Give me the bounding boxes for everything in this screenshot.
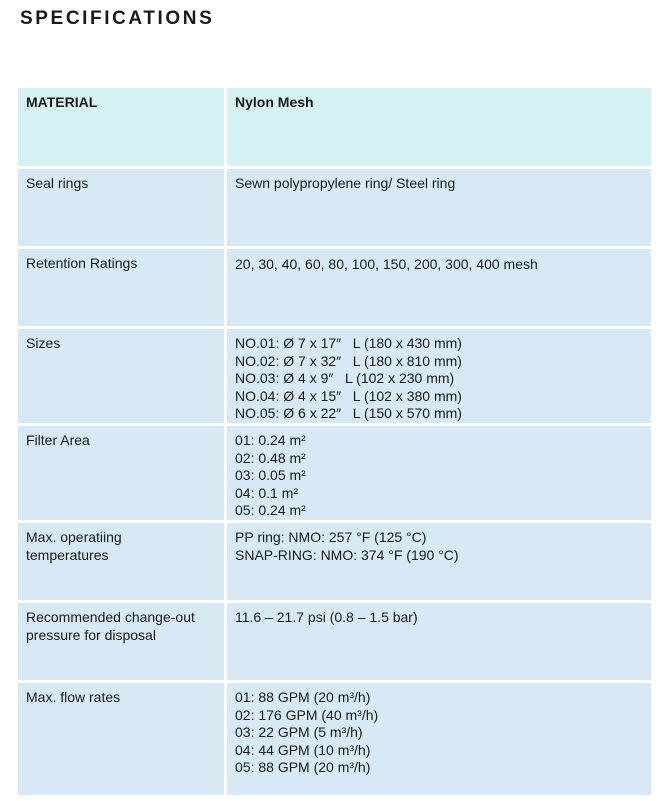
row-label: Filter Area xyxy=(18,426,224,520)
row-label: Sizes xyxy=(18,329,224,423)
label-line: pressure for disposal xyxy=(26,626,156,643)
table-row xyxy=(18,523,651,600)
value-line: PP ring: NMO: 257 °F (125 °C) xyxy=(235,529,427,545)
value-line: 05: 0.24 m² xyxy=(235,502,306,519)
row-label: Seal rings xyxy=(18,169,224,246)
value-line: 05: 88 GPM (20 m³/h) xyxy=(235,759,371,776)
value-line: 03: 22 GPM (5 m³/h) xyxy=(235,724,363,741)
row-value xyxy=(227,249,651,326)
row-value xyxy=(227,426,651,520)
value-line: 02: 0.48 m² xyxy=(235,449,306,466)
table-row xyxy=(18,683,651,795)
material-label: MATERIAL xyxy=(18,88,224,166)
value-line: 04: 0.1 m² xyxy=(235,484,299,501)
value-line: SNAP-RING: NMO: 374 °F (190 °C) xyxy=(235,546,459,563)
table-row xyxy=(18,426,651,520)
value-line: 01: 0.24 m² xyxy=(235,432,306,448)
row-value xyxy=(227,683,651,795)
label-line: Max. operatiing xyxy=(26,529,122,545)
table-row xyxy=(18,329,651,423)
row-value xyxy=(227,523,651,600)
value-line: 04: 44 GPM (10 m³/h) xyxy=(235,741,371,758)
row-value xyxy=(227,169,651,246)
row-label xyxy=(18,523,224,600)
value-line: NO.01: Ø 7 x 17″ L (180 x 430 mm) xyxy=(235,335,462,351)
page-title: SPECIFICATIONS xyxy=(20,8,215,29)
row-label: Retention Ratings xyxy=(18,249,224,326)
value-line: NO.02: Ø 7 x 32″ L (180 x 810 mm) xyxy=(235,352,462,369)
value-line: NO.03: Ø 4 x 9″ L (102 x 230 mm) xyxy=(235,370,455,387)
table-row xyxy=(18,603,651,680)
value-line: 02: 176 GPM (40 m³/h) xyxy=(235,706,379,723)
table-header-row xyxy=(18,88,651,166)
table-row xyxy=(18,169,651,246)
value-line: 01: 88 GPM (20 m³/h) xyxy=(235,689,371,705)
value-line: 20, 30, 40, 60, 80, 100, 150, 200, 300, 400 mesh xyxy=(235,256,538,272)
value-line: 11.6 – 21.7 psi (0.8 – 1.5 bar) xyxy=(235,609,418,625)
label-line: Recommended change-out xyxy=(26,609,195,625)
label-line: temperatures xyxy=(26,546,109,563)
row-value xyxy=(227,603,651,680)
specifications-table xyxy=(18,88,651,798)
row-value xyxy=(227,329,651,423)
value-line: NO.04: Ø 4 x 15″ L (102 x 380 mm) xyxy=(235,387,462,404)
row-label xyxy=(18,603,224,680)
table-row xyxy=(18,249,651,326)
value-line: NO.05: Ø 6 x 22″ L (150 x 570 mm) xyxy=(235,405,462,422)
material-value: Nylon Mesh xyxy=(227,88,651,166)
value-line: Sewn polypropylene ring/ Steel ring xyxy=(235,175,456,191)
row-label: Max. flow rates xyxy=(18,683,224,795)
value-line: 03: 0.05 m² xyxy=(235,467,306,484)
